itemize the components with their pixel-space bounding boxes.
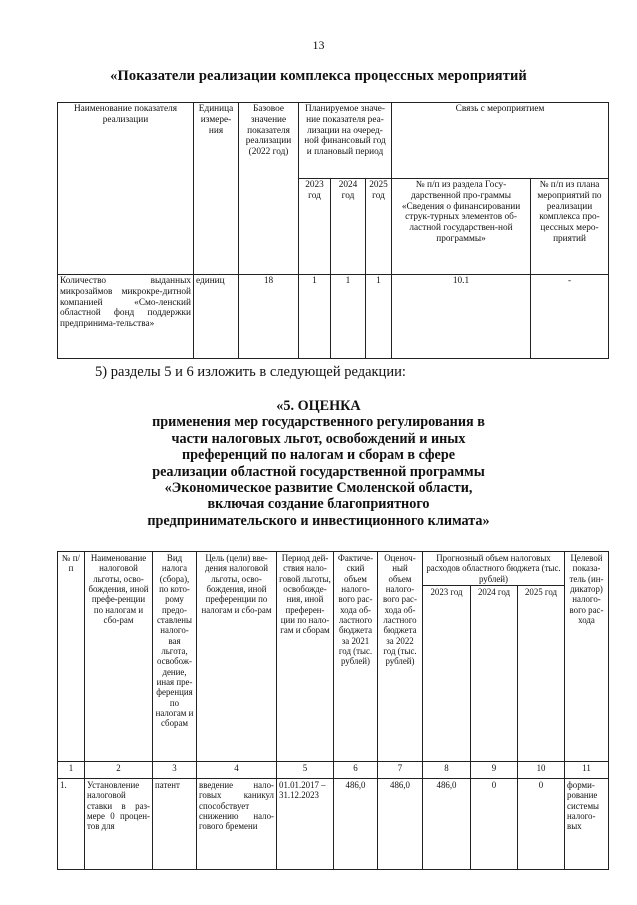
indicator-2023: 1: [299, 275, 331, 359]
instruction-step-5: 5) разделы 5 и 6 изложить в следующей редакции:: [95, 364, 406, 380]
page-number: 13: [312, 38, 325, 52]
benefit-name: Установление налоговой ставки в раз-мере 0 процен-тов для: [85, 778, 153, 869]
header-planned-value: Планируемое значе-ние показателя реа-лизации на очеред-ной финансовый год и плановый период: [299, 103, 392, 179]
column-number: 1: [58, 761, 85, 778]
tax-expenditure-table: [57, 551, 609, 870]
period: 01.01.2017 – 31.12.2023: [277, 778, 334, 869]
forecast-2025: 0: [518, 778, 565, 869]
column-number: 7: [378, 761, 423, 778]
column-number: 3: [153, 761, 197, 778]
estimate-2022: 486,0: [378, 778, 423, 869]
header-forecast-2025: 2025 год: [518, 585, 565, 761]
header-base-value: Базовое значение показателя реализации (2022 год): [239, 103, 299, 275]
indicator-section-number: 10.1: [392, 275, 531, 359]
actual-2021: 486,0: [334, 778, 378, 869]
header-estimate-2022: Оценоч-ный объем налого-вого рас-хода об-ластного бюджета за 2022 год (тыс. рублей): [378, 552, 423, 762]
target-indicator: форми-рование системы налого-вых: [565, 778, 609, 869]
table-row: [58, 778, 609, 869]
goal: введение нало-говых каникул способствует снижению нало-гового бремени: [197, 778, 277, 869]
header-actual-2021: Фактиче-ский объем налого-вого рас-хода об-ластного бюджета за 2021 год (тыс. рублей): [334, 552, 378, 762]
header-indicator-name: Наименование показателя реализации: [58, 103, 194, 275]
section-title-line: «Экономическое развитие Смоленской области,: [164, 479, 473, 496]
section-title-line: преференций по налогам и сборам в сфере: [181, 447, 456, 464]
indicator-unit: единиц: [194, 275, 239, 359]
header-year-2023: 2023 год: [299, 179, 331, 275]
header-benefit-name: Наименование налоговой льготы, осво-бождения, иной префе-ренции по налогам и сбо-рам: [85, 552, 153, 762]
table-row: [58, 275, 609, 359]
header-link: Связь с мероприятием: [392, 103, 609, 179]
section-title-line: применения мер государственного регулирования в: [152, 414, 485, 431]
indicator-2025: 1: [366, 275, 392, 359]
column-number: 4: [197, 761, 277, 778]
column-number: 9: [471, 761, 518, 778]
section-title-line: предпринимательского и инвестиционного климата»: [147, 512, 490, 529]
header-plan-number: № п/п из плана мероприятий по реализации комплекса про-цессных меро-приятий: [531, 179, 609, 275]
header-period: Период дей-ствия нало-говой льготы, освобожде-ния, иной преферен-ции по нало-гам и сборам: [277, 552, 334, 762]
header-forecast-2024: 2024 год: [471, 585, 518, 761]
header-unit: Единица измере-ния: [194, 103, 239, 275]
section-title-line: включая создание благоприятного: [207, 496, 430, 513]
column-number: 10: [518, 761, 565, 778]
indicator-base: 18: [239, 275, 299, 359]
forecast-2024: 0: [471, 778, 518, 869]
section-title-line: части налоговых льгот, освобождений и иных: [171, 430, 466, 447]
column-number: 8: [423, 761, 471, 778]
header-forecast: Прогнозный объем налоговых расходов областного бюджета (тыс. рублей): [423, 552, 565, 586]
section-title-line: реализации областной государственной программы: [152, 463, 485, 480]
column-number: 6: [334, 761, 378, 778]
section-title-line: «5. ОЦЕНКА: [276, 398, 361, 414]
column-numbers-row: [58, 761, 609, 778]
indicator-2024: 1: [331, 275, 366, 359]
table1-title: «Показатели реализации комплекса процессных мероприятий: [110, 68, 527, 84]
header-forecast-2023: 2023 год: [423, 585, 471, 761]
header-section-number: № п/п из раздела Госу-дарственной про-граммы «Сведения о финансировании струк-турных элементов об-ластной государствен-ной программы»: [392, 179, 531, 275]
header-goal: Цель (цели) вве-дения налоговой льготы, осво-бождения, иной преференции по налогам и сбо-рам: [197, 552, 277, 762]
header-tax-type: Вид налога (сбора), по кото-рому предо-ставлены налого-вая льгота, освобож-дение, иная пре-ференция по налогам и сборам: [153, 552, 197, 762]
section-5-title: [0, 398, 637, 529]
tax-type: патент: [153, 778, 197, 869]
indicator-plan-number: -: [531, 275, 609, 359]
row-number: 1.: [58, 778, 85, 869]
header-year-2025: 2025 год: [366, 179, 392, 275]
column-number: 11: [565, 761, 609, 778]
column-number: 5: [277, 761, 334, 778]
header-target-indicator: Целевой показа-тель (ин-дикатор) налого-вого рас-хода: [565, 552, 609, 762]
column-number: 2: [85, 761, 153, 778]
forecast-2023: 486,0: [423, 778, 471, 869]
header-year-2024: 2024 год: [331, 179, 366, 275]
indicators-table: [57, 102, 609, 359]
header-number: № п/п: [58, 552, 85, 762]
indicator-name: Количество выданных микрозаймов микрокре-дитной компанией «Смо-ленский областной фонд поддержки предпринима-тельства»: [58, 275, 194, 359]
